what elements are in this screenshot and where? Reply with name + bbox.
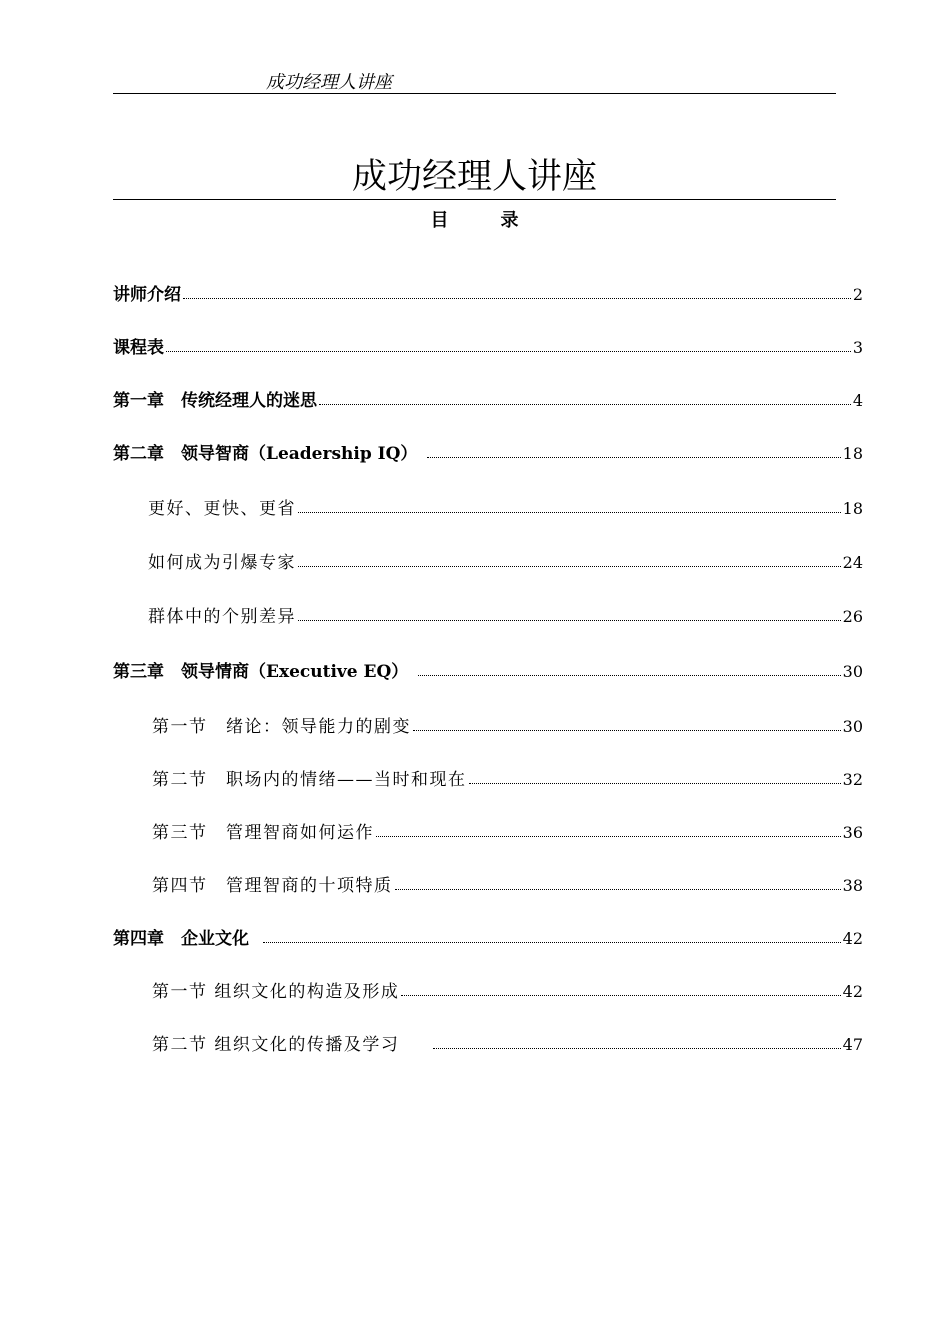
toc-entry[interactable] (113, 387, 863, 413)
dot-leader (395, 888, 841, 890)
dot-leader (401, 994, 840, 996)
toc-entry-label: 第四章 企业文化 (113, 929, 249, 949)
toc-entry-label: 第一节 组织文化的构造及形成 (152, 982, 400, 1002)
running-title: 成功经理人讲座 (266, 72, 392, 93)
toc-entry[interactable] (113, 334, 863, 360)
toc-entry-page: 3 (852, 338, 863, 357)
toc-entry-label: 第二章 领导智商（Leadership IQ） (113, 444, 418, 464)
toc-entry-label: 第一节 绪论：领导能力的剧变 (152, 717, 411, 737)
toc-entry-label: 如何成为引爆专家 (148, 553, 296, 573)
toc-entry-label: 第二节 组织文化的传播及学习 (152, 1035, 400, 1055)
toc-entry-label: 更好、更快、更省 (148, 499, 296, 519)
toc-heading: 目录 (430, 210, 571, 231)
toc-entry[interactable] (152, 1031, 863, 1057)
dot-leader (319, 403, 851, 405)
toc-entry-page: 42 (842, 982, 863, 1001)
toc-entry-page: 42 (842, 929, 863, 948)
toc-entry[interactable] (113, 440, 863, 466)
toc-entry[interactable] (148, 603, 863, 629)
toc-entry[interactable] (152, 872, 863, 898)
dot-leader (413, 729, 841, 731)
toc-entry[interactable] (148, 549, 863, 575)
dot-leader (376, 835, 841, 837)
toc-entry[interactable] (113, 925, 863, 951)
toc-entry-page: 18 (842, 444, 863, 463)
toc-entry-label: 第四节 管理智商的十项特质 (152, 876, 393, 896)
toc-entry-label: 第三节 管理智商如何运作 (152, 823, 374, 843)
toc-entry-page: 30 (842, 717, 863, 736)
toc-entry-label: 第三章 领导情商（Executive EQ） (113, 662, 409, 682)
toc-entry-page: 18 (842, 499, 863, 518)
toc-entry-label: 课程表 (113, 338, 164, 358)
toc-entry-page: 36 (842, 823, 863, 842)
dot-leader (433, 1047, 840, 1049)
toc-entry-page: 30 (842, 662, 863, 681)
dot-leader (166, 350, 851, 352)
toc-entry-page: 4 (852, 391, 863, 410)
document-title: 成功经理人讲座 (113, 155, 836, 200)
dot-leader (183, 297, 851, 299)
dot-leader (418, 674, 840, 676)
toc-entry[interactable] (152, 766, 863, 792)
dot-leader (427, 456, 840, 458)
toc-entry-page: 2 (852, 285, 863, 304)
toc-entry-page: 47 (842, 1035, 863, 1054)
toc-entry-page: 26 (842, 607, 863, 626)
toc-entry[interactable] (152, 978, 863, 1004)
toc-entry[interactable] (148, 495, 863, 521)
page-header (113, 66, 836, 94)
toc-entry-page: 24 (842, 553, 863, 572)
dot-leader (298, 565, 841, 567)
dot-leader (298, 511, 841, 513)
toc-entry[interactable] (113, 281, 863, 307)
toc-entry-page: 38 (842, 876, 863, 895)
toc-entry-label: 群体中的个别差异 (148, 607, 296, 627)
toc-entry[interactable] (113, 658, 863, 684)
toc-entry[interactable] (152, 713, 863, 739)
toc-entry-label: 第一章 传统经理人的迷思 (113, 391, 317, 411)
dot-leader (298, 619, 841, 621)
toc-entry-label: 讲师介绍 (113, 285, 181, 305)
toc-entry[interactable] (152, 819, 863, 845)
dot-leader (469, 782, 841, 784)
toc-entry-label: 第二节 职场内的情绪——当时和现在 (152, 770, 467, 790)
dot-leader (263, 941, 841, 943)
toc-entry-page: 32 (842, 770, 863, 789)
